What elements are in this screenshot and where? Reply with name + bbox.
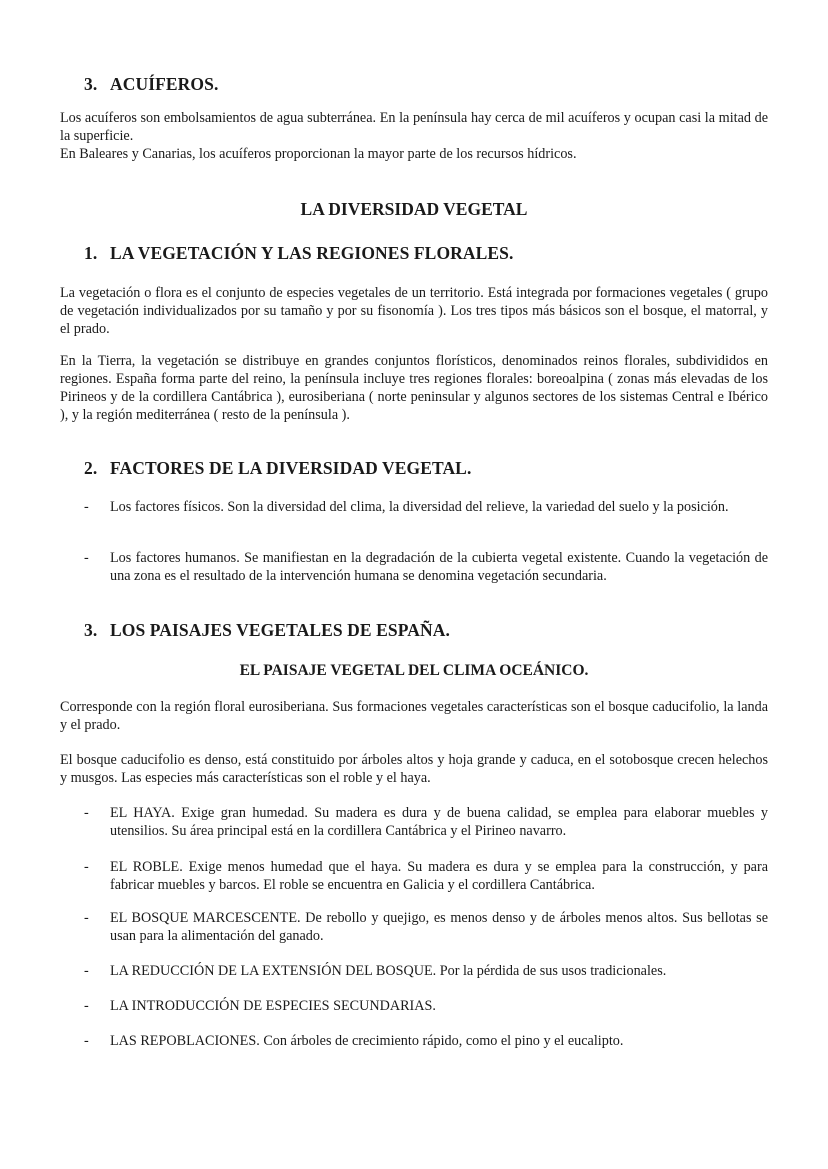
section1-paragraph-2: En la Tierra, la vegetación se distribuye en grandes conjuntos florísticos, denominados reinos florales, subdivididos en regiones. España forma parte del reino, la península incluye tres regiones florales: boreoalpina ( zonas más elevadas de los Pirineos y de la cordillera Cantábrica ), eurosiberiana ( norte peninsular y algunos sectores de los sistemas Central e Ibérico ), y la región mediterránea ( resto de la península ). <box>60 353 768 423</box>
heading-text: LA VEGETACIÓN Y LAS REGIONES FLORALES. <box>110 243 514 263</box>
list-item-text: Los factores humanos. Se manifiestan en la degradación de la cubierta vegetal existente. Cuando la vegetación de una zona es el resultado de la intervención humana se denomina vegetación secundaria. <box>110 550 768 584</box>
list-item <box>60 909 768 945</box>
heading-number: 3. <box>84 620 98 640</box>
bullet-dash: - <box>84 963 89 979</box>
list-item <box>60 962 768 980</box>
list-item-text: Los factores físicos. Son la diversidad del clima, la diversidad del relieve, la variedad del suelo y la posición. <box>110 499 729 515</box>
heading-acuiferos <box>84 74 218 95</box>
section3-paragraph-1: Corresponde con la región floral eurosiberiana. Sus formaciones vegetales características son el bosque caducifolio, la landa y el prado. <box>60 699 768 733</box>
section1-paragraph-1: La vegetación o flora es el conjunto de especies vegetales de un territorio. Está integrada por formaciones vegetales ( grupo de vegetación individualizados por su tamaño y por su fisonomía ). Los tres tipos más básicos son el bosque, el matorral, y el prado. <box>60 285 768 337</box>
heading-text: FACTORES DE LA DIVERSIDAD VEGETAL. <box>110 458 472 478</box>
list-item-text: LA INTRODUCCIÓN DE ESPECIES SECUNDARIAS. <box>110 998 436 1014</box>
list-item <box>60 858 768 894</box>
heading-text: LOS PAISAJES VEGETALES DE ESPAÑA. <box>110 620 450 640</box>
main-title: LA DIVERSIDAD VEGETAL <box>300 199 528 219</box>
list-item <box>60 549 768 585</box>
acuiferos-paragraph-1: Los acuíferos son embolsamientos de agua subterránea. En la península hay cerca de mil acuíferos y ocupan casi la mitad de la superficie. <box>60 110 768 144</box>
list-item-text: EL BOSQUE MARCESCENTE. De rebollo y quejigo, es menos denso y de árboles menos altos. Sus bellotas se usan para la alimentación del ganado. <box>110 910 768 944</box>
list-item-text: LAS REPOBLACIONES. Con árboles de crecimiento rápido, como el pino y el eucalipto. <box>110 1033 624 1049</box>
bullet-dash: - <box>84 805 89 821</box>
bullet-dash: - <box>84 499 89 515</box>
list-item <box>60 804 768 840</box>
acuiferos-paragraph-2: En Baleares y Canarias, los acuíferos proporcionan la mayor parte de los recursos hídricos. <box>60 146 577 162</box>
list-item-text: LA REDUCCIÓN DE LA EXTENSIÓN DEL BOSQUE. Por la pérdida de sus usos tradicionales. <box>110 963 667 979</box>
heading-text: ACUÍFEROS. <box>110 74 219 94</box>
heading-number: 3. <box>84 74 98 94</box>
heading-section-2 <box>84 458 471 479</box>
list-item <box>60 997 768 1015</box>
list-item <box>60 1032 768 1050</box>
bullet-dash: - <box>84 910 89 926</box>
bullet-dash: - <box>84 859 89 875</box>
heading-section-1 <box>84 243 513 264</box>
heading-number: 2. <box>84 458 98 478</box>
section3-subtitle: EL PAISAJE VEGETAL DEL CLIMA OCEÁNICO. <box>239 662 589 679</box>
heading-number: 1. <box>84 243 98 263</box>
list-item-text: EL ROBLE. Exige menos humedad que el haya. Su madera es dura y se emplea para la construcción, y para fabricar muebles y barcos. El roble se encuentra en Galicia y el cordillera Cantábrica. <box>110 859 768 893</box>
bullet-dash: - <box>84 550 89 566</box>
list-item <box>60 498 768 516</box>
bullet-dash: - <box>84 998 89 1014</box>
section3-paragraph-2: El bosque caducifolio es denso, está constituido por árboles altos y hoja grande y caduca, en el sotobosque crecen helechos y musgos. Las especies más características son el roble y el haya. <box>60 752 768 786</box>
heading-section-3 <box>84 620 450 641</box>
bullet-dash: - <box>84 1033 89 1049</box>
list-item-text: EL HAYA. Exige gran humedad. Su madera es dura y de buena calidad, se emplea para elaborar muebles y utensilios. Su área principal está en la cordillera Cantábrica y el Pirineo navarro. <box>110 805 768 839</box>
